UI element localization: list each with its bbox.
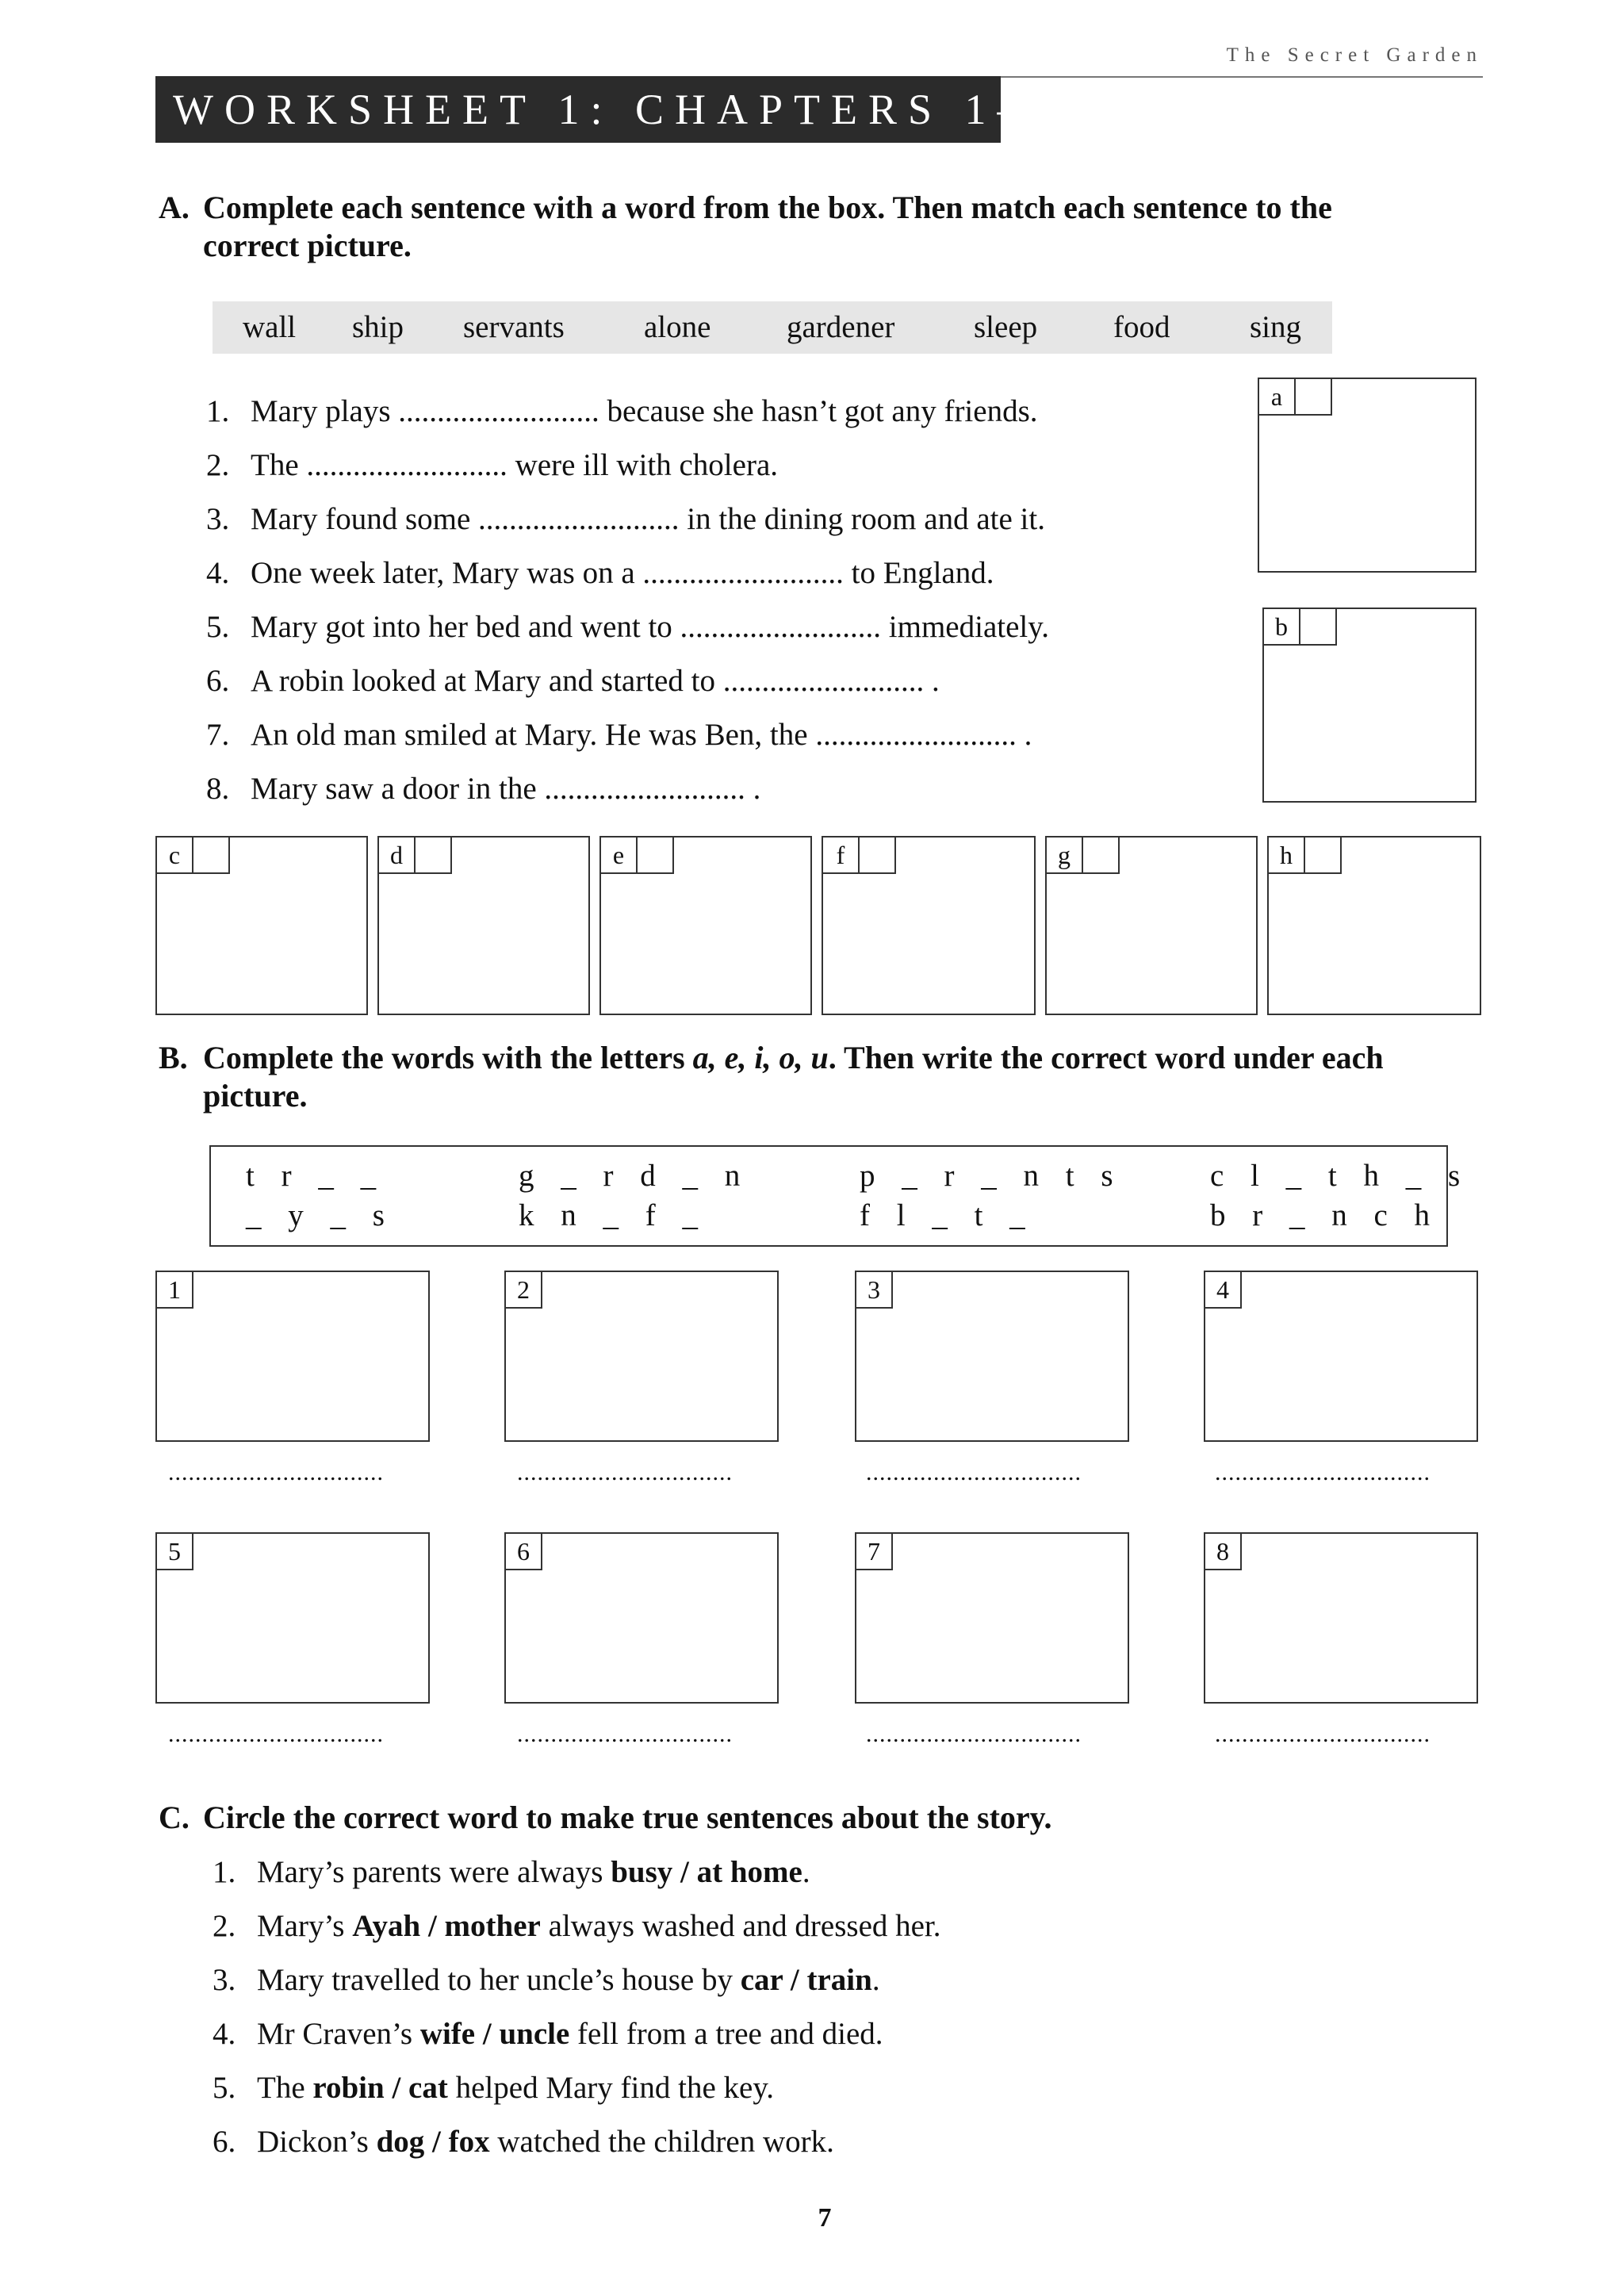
circle-sentence-1 — [213, 1853, 810, 1892]
sentence-text: The — [257, 2071, 313, 2105]
answer-box[interactable] — [1299, 608, 1337, 646]
picture-box-e — [599, 836, 812, 1015]
word-box-item: food — [1113, 310, 1170, 344]
word-choice[interactable]: dog / fox — [376, 2125, 490, 2159]
answer-box[interactable] — [1304, 836, 1342, 874]
picture-label: d — [377, 836, 416, 874]
letter-box — [209, 1145, 1470, 1247]
sentence-number: 3. — [206, 502, 230, 536]
section-c-letter: C. — [159, 1800, 190, 1835]
sentence-text: Mary’s — [257, 1909, 353, 1943]
picture-label: 3 — [855, 1271, 893, 1309]
picture-box-h — [1267, 836, 1481, 1015]
incomplete-word: f l _ t _ — [860, 1198, 1035, 1232]
section-b-letter: B. — [159, 1040, 188, 1075]
header-rule — [999, 76, 1483, 78]
picture-box-3 — [855, 1271, 1129, 1442]
section-a-heading — [159, 189, 1507, 268]
incomplete-word: t r _ _ — [246, 1159, 386, 1193]
word-box-item: wall — [243, 310, 297, 344]
sentence-number: 2. — [206, 448, 230, 482]
incomplete-word: c l _ t h _ s — [1210, 1159, 1470, 1193]
answer-box[interactable] — [1082, 836, 1120, 874]
picture-label: e — [599, 836, 638, 874]
incomplete-word: g _ r d _ n — [519, 1159, 750, 1193]
picture-box-4 — [1204, 1271, 1478, 1442]
picture-box-a — [1258, 378, 1477, 573]
sentence-number: 2. — [213, 1909, 236, 1943]
sentence-text: Mary travelled to her uncle’s house by — [257, 1963, 741, 1997]
sentence-number: 1. — [213, 1855, 236, 1889]
section-b-heading — [159, 1039, 1507, 1118]
picture-box-2 — [504, 1271, 779, 1442]
word-box-item: servants — [463, 310, 565, 344]
picture-label: a — [1258, 378, 1296, 416]
picture-box-8 — [1204, 1532, 1478, 1704]
picture-box-d — [377, 836, 590, 1015]
sentence-text: Mary found some .......................... in the dining room and ate it. — [251, 502, 1045, 536]
circle-sentence-5 — [213, 2068, 774, 2108]
picture-label: c — [155, 836, 193, 874]
circle-sentence-4 — [213, 2014, 883, 2054]
sentence-text: . — [802, 1855, 810, 1889]
word-choice[interactable]: busy / at home — [611, 1855, 802, 1889]
sentence-text: Mary’s parents were always — [257, 1855, 611, 1889]
sentence-text: A robin looked at Mary and started to .......................... . — [251, 664, 940, 698]
word-box-item: sing — [1250, 310, 1302, 344]
picture-label: 5 — [155, 1532, 193, 1570]
word-box-item: sleep — [974, 310, 1038, 344]
sentence-6 — [206, 661, 940, 701]
sentence-text: . — [871, 1963, 880, 1997]
sentence-2 — [206, 446, 778, 485]
word-choice[interactable]: wife / uncle — [419, 2017, 570, 2051]
answer-line-3[interactable]: ................................ — [866, 1459, 1082, 1485]
answer-line-6[interactable]: ................................ — [517, 1721, 733, 1747]
picture-label: b — [1262, 608, 1300, 646]
picture-label: 7 — [855, 1532, 893, 1570]
answer-line-2[interactable]: ................................ — [517, 1459, 733, 1485]
sentence-text: fell from a tree and died. — [569, 2017, 883, 2051]
incomplete-word: b r _ n c h — [1210, 1198, 1440, 1232]
sentence-number: 8. — [206, 772, 230, 806]
sentence-1 — [206, 392, 1038, 431]
sentence-text: One week later, Mary was on a .......................... to England. — [251, 556, 994, 590]
sentence-number: 4. — [213, 2017, 236, 2051]
sentence-text: Mary plays .......................... because she hasn’t got any friends. — [251, 394, 1038, 428]
sentence-number: 1. — [206, 394, 230, 428]
picture-box-b — [1262, 608, 1477, 803]
worksheet-title: WORKSHEET 1: CHAPTERS 1–3 — [155, 76, 1001, 143]
incomplete-word: _ y _ s — [246, 1198, 394, 1232]
sentence-number: 5. — [206, 610, 230, 644]
sentence-number: 5. — [213, 2071, 236, 2105]
sentence-text: always washed and dressed her. — [540, 1909, 941, 1943]
sentence-text: helped Mary find the key. — [447, 2071, 775, 2105]
answer-line-4[interactable]: ................................ — [1215, 1459, 1431, 1485]
circle-sentence-6 — [213, 2122, 834, 2162]
word-box-item: ship — [352, 310, 404, 344]
answer-box[interactable] — [858, 836, 896, 874]
instruction-part: Complete the words with the letters — [203, 1040, 693, 1075]
picture-box-1 — [155, 1271, 430, 1442]
picture-box-7 — [855, 1532, 1129, 1704]
incomplete-word: k n _ f _ — [519, 1198, 707, 1232]
sentence-text: Mary saw a door in the .......................... . — [251, 772, 761, 806]
sentence-number: 7. — [206, 718, 230, 752]
answer-box[interactable] — [1294, 378, 1332, 416]
word-box-item: alone — [644, 310, 711, 344]
word-box-item: gardener — [787, 310, 895, 344]
instruction-vowels: a, e, i, o, u — [692, 1040, 829, 1075]
sentence-number: 6. — [213, 2125, 236, 2159]
picture-label: 4 — [1204, 1271, 1242, 1309]
word-choice[interactable]: car / train — [740, 1963, 872, 1997]
circle-sentence-2 — [213, 1907, 941, 1946]
answer-box[interactable] — [192, 836, 230, 874]
picture-box-g — [1045, 836, 1258, 1015]
section-b-instruction-line1 — [203, 1039, 1384, 1077]
book-title: The Secret Garden — [1226, 44, 1483, 66]
picture-label: 8 — [1204, 1532, 1242, 1570]
page-number: 7 — [818, 2203, 832, 2233]
section-a-letter: A. — [159, 190, 190, 225]
word-choice[interactable]: robin / cat — [312, 2071, 448, 2105]
sentence-4 — [206, 554, 994, 593]
picture-label: g — [1045, 836, 1083, 874]
incomplete-word: p _ r _ n t s — [860, 1159, 1123, 1193]
sentence-text: Mary got into her bed and went to .......................... immediately. — [251, 610, 1049, 644]
sentence-text: An old man smiled at Mary. He was Ben, the .......................... . — [251, 718, 1032, 752]
sentence-3 — [206, 500, 1045, 539]
picture-label: 2 — [504, 1271, 542, 1309]
sentence-8 — [206, 769, 760, 809]
answer-box[interactable] — [414, 836, 452, 874]
word-choice[interactable]: Ayah / mother — [352, 1909, 541, 1943]
picture-label: f — [822, 836, 860, 874]
picture-box-f — [822, 836, 1036, 1015]
picture-box-5 — [155, 1532, 430, 1704]
sentence-7 — [206, 715, 1032, 755]
sentence-text: The .......................... were ill with cholera. — [251, 448, 778, 482]
answer-line-8[interactable]: ................................ — [1215, 1721, 1431, 1747]
answer-box[interactable] — [636, 836, 674, 874]
picture-box-6 — [504, 1532, 779, 1704]
picture-label: 6 — [504, 1532, 542, 1570]
sentence-5 — [206, 608, 1049, 647]
sentence-number: 6. — [206, 664, 230, 698]
sentence-text: Mr Craven’s — [257, 2017, 420, 2051]
section-a-instruction-line1: Complete each sentence with a word from the box. Then match each sentence to the — [203, 190, 1332, 225]
picture-label: h — [1267, 836, 1305, 874]
word-box — [213, 301, 1332, 354]
section-a-instruction-line2: correct picture. — [203, 228, 412, 263]
section-c-heading — [159, 1799, 1507, 1838]
picture-box-c — [155, 836, 368, 1015]
section-b-instruction-line2: picture. — [203, 1078, 308, 1114]
answer-line-7[interactable]: ................................ — [866, 1721, 1082, 1747]
answer-line-1[interactable]: ................................ — [168, 1459, 384, 1485]
sentence-number: 4. — [206, 556, 230, 590]
instruction-part: . Then write the correct word under each — [828, 1040, 1384, 1075]
picture-label: 1 — [155, 1271, 193, 1309]
answer-line-5[interactable]: ................................ — [168, 1721, 384, 1747]
sentence-number: 3. — [213, 1963, 236, 1997]
sentence-text: Dickon’s — [257, 2125, 377, 2159]
section-c-instruction: Circle the correct word to make true sentences about the story. — [203, 1800, 1052, 1835]
sentence-text: watched the children work. — [489, 2125, 834, 2159]
circle-sentence-3 — [213, 1961, 880, 2000]
